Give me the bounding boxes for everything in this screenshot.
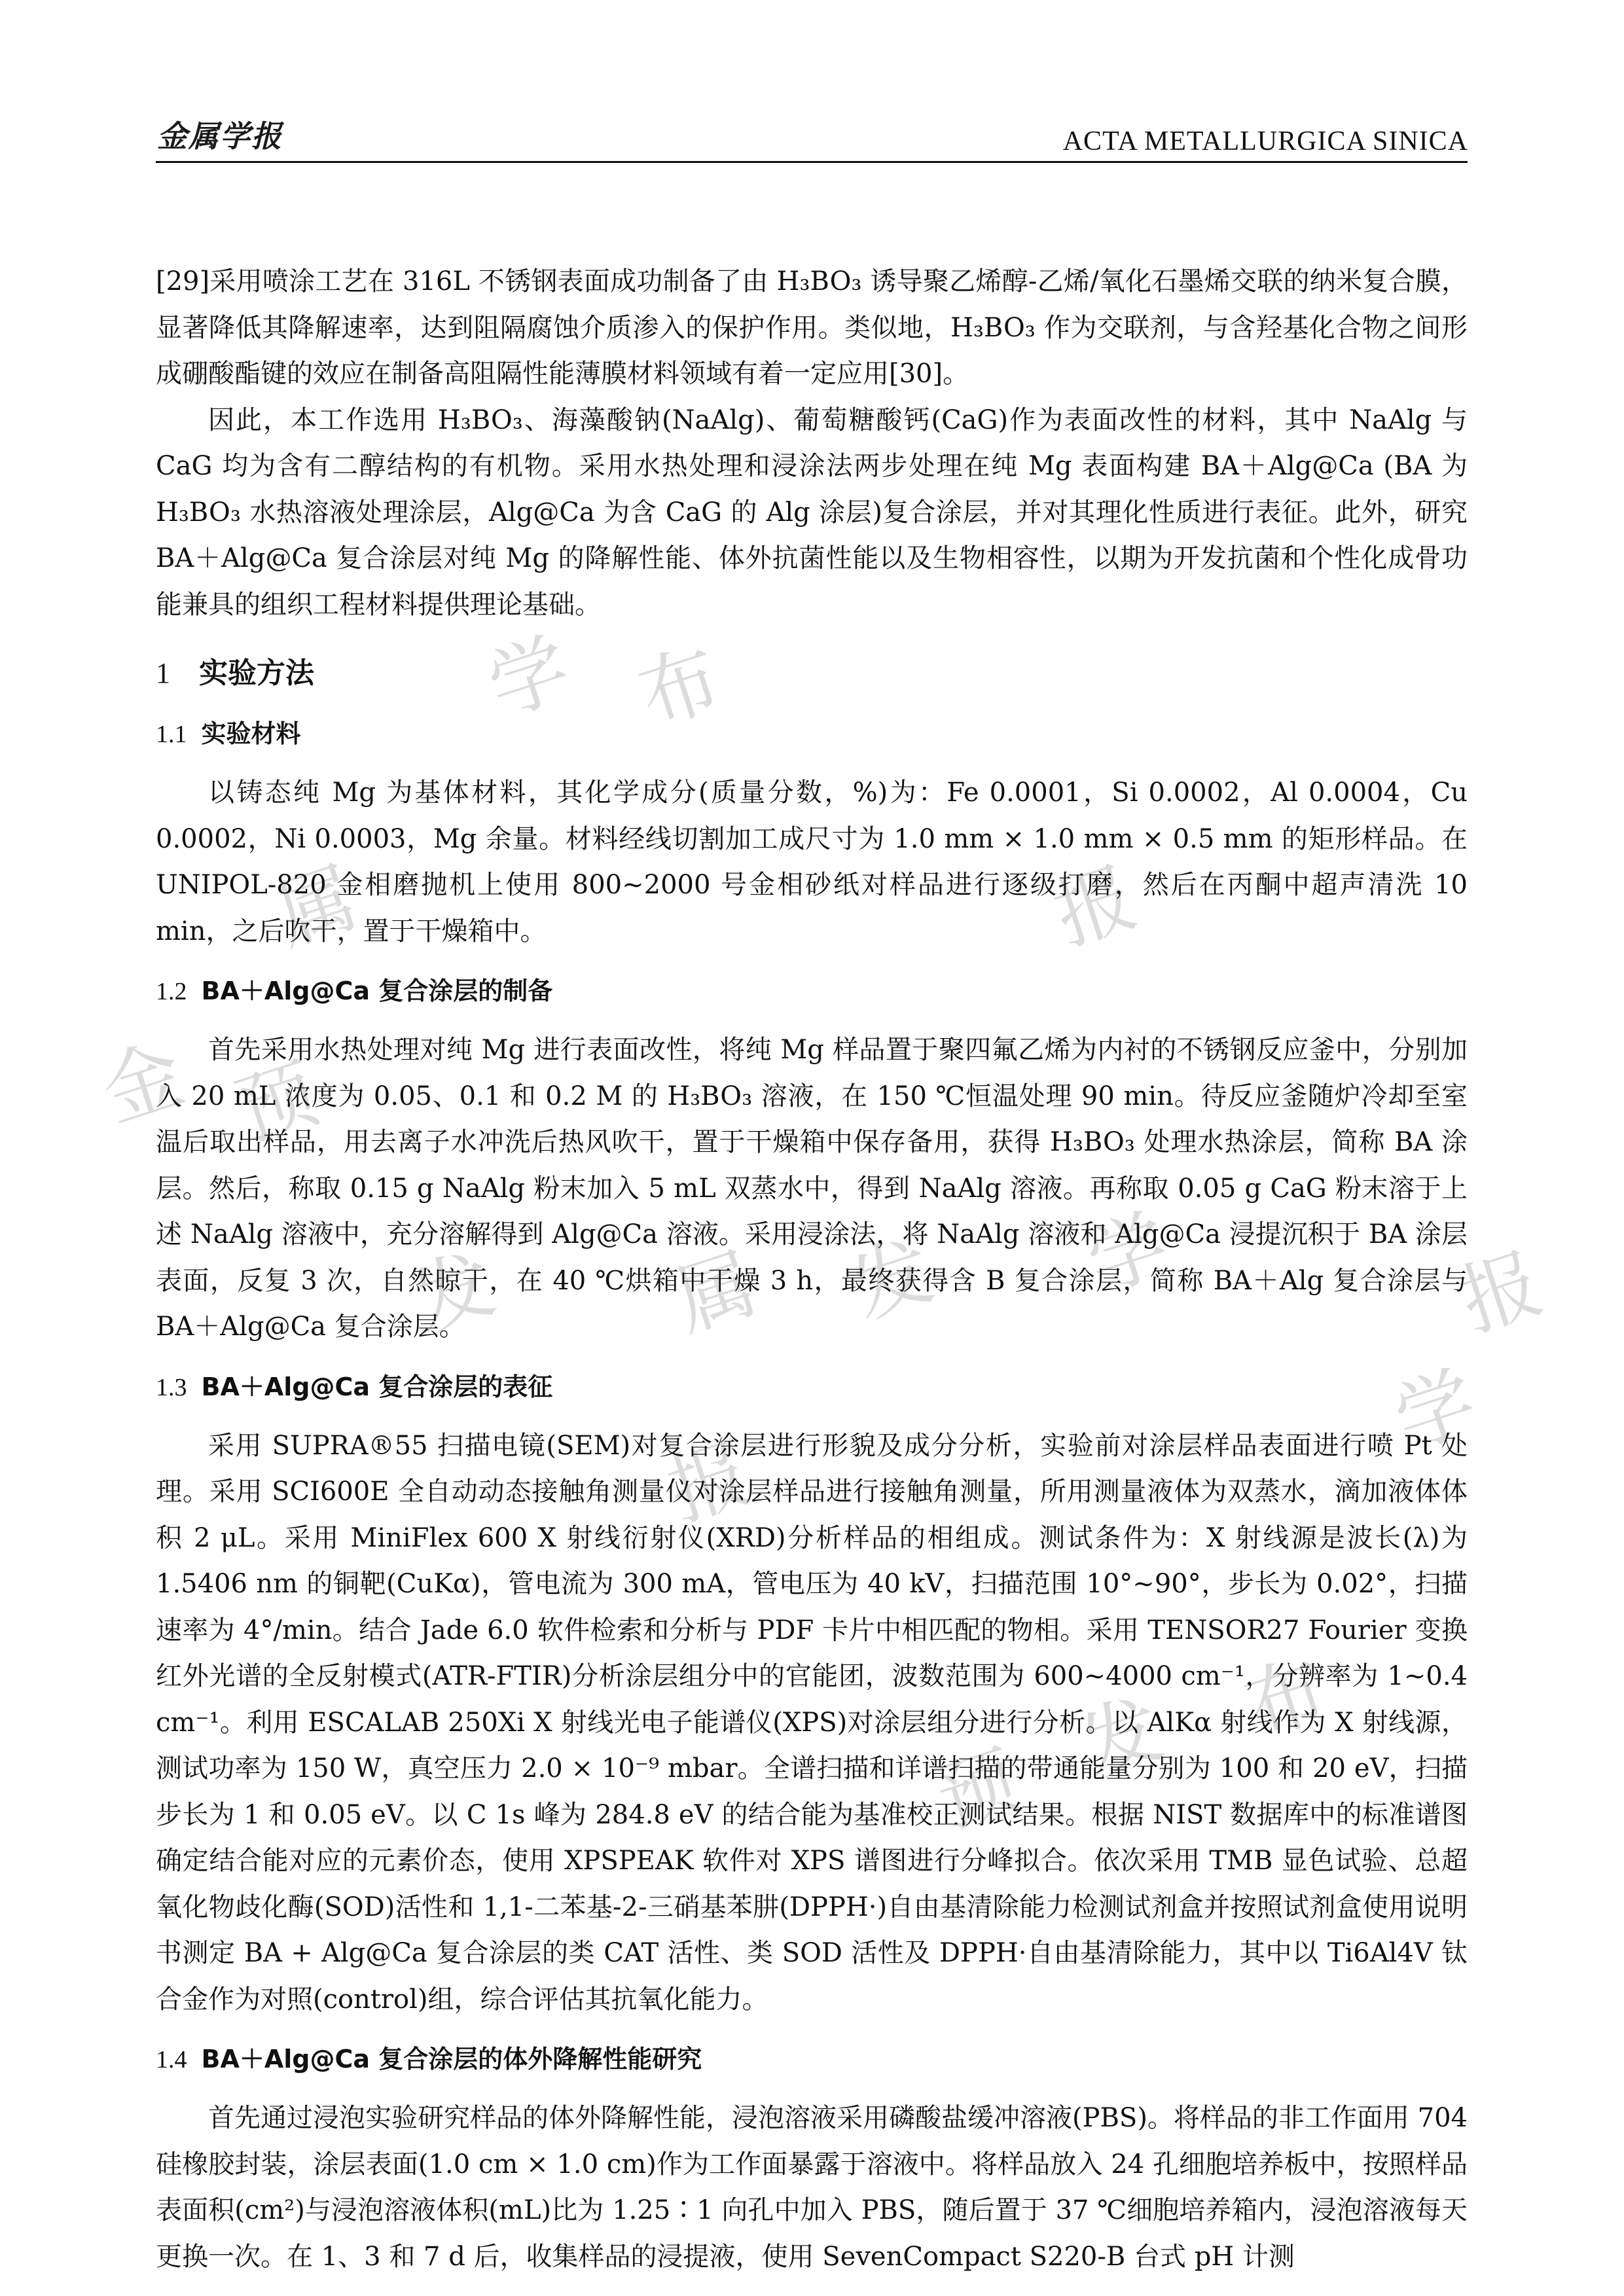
watermark-char: 报 [1449,1238,1553,1349]
paragraph-degradation: 首先通过浸泡实验研究样品的体外降解性能，浸泡溶液采用磷酸盐缓冲溶液(PBS)。将样品的非工作面用 704 硅橡胶封装，涂层表面(1.0 cm × 1.0 cm)作为工作面暴露于溶液中。将样品放入 24 孔细胞培养板中，按照样品表面积(cm²)与浸泡溶液体积(mL)比为 1.25∶1 向孔中加入 PBS，随后置于 37 ℃细胞培养箱内，浸泡溶液每天更换一次。在 1、3 和 7 d 后，收集样品的浸提液，使用 SevenCompact S220-B 台式 pH 计测 [156,2103,1468,2272]
section-number: 1 [156,657,170,689]
subsection-title: BA＋Alg@Ca 复合涂层的表征 [201,1372,553,1401]
paragraph-materials: 以铸态纯 Mg 为基体材料，其化学成分(质量分数，%)为：Fe 0.0001，Si 0.0002，Al 0.0004，Cu 0.0002，Ni 0.0003，Mg 余量。材料经线切割加工成尺寸为 1.0 mm × 1.0 mm × 0.5 mm 的矩形样品。在 UNIPOL-820 金相磨抛机上使用 800~2000 号金相砂纸对样品进行逐级打磨，然后在丙酮中超声清洗 10 min，之后吹干，置于干燥箱中。 [156,778,1468,946]
watermark-char: 布 [1233,1643,1337,1755]
paragraph-intro-continued: [29]采用喷涂工艺在 316L 不锈钢表面成功制备了由 H₃BO₃ 诱导聚乙烯醇-乙烯/氧化石墨烯交联的纳米复合膜，显著降低其降解速率，达到阻隔腐蚀介质渗入的保护作用。类似地，H₃BO₃ 作为交联剂，与含羟基化合物之间形成硼酸酯键的效应在制备高阻隔性能薄膜材料领域有着一定应用[30]。 [156,266,1468,389]
watermark-char: 报 [657,1427,761,1539]
watermark-char: 发 [1070,1683,1173,1794]
watermark-char: 发 [840,1225,944,1336]
subsection-number: 1.3 [156,1373,187,1401]
watermark-char: 属 [664,1238,767,1349]
subsection-title: 实验材料 [201,719,301,748]
header-rule [156,161,1468,163]
watermark-char: 学 [477,622,581,734]
subsection-heading-degradation [156,2039,1468,2079]
subsection-heading-materials [156,714,1468,754]
subsection-heading-preparation [156,971,1468,1011]
journal-name: ACTA METALLURGICA SINICA [1062,126,1468,156]
subsection-number: 1.4 [156,2046,187,2073]
watermark-char: 报 [1043,852,1147,963]
paragraph-intro-aim: 因此，本工作选用 H₃BO₃、海藻酸钠(NaAlg)、葡萄糖酸钙(CaG)作为表面改性的材料，其中 NaAlg 与 CaG 均为含有二醇结构的有机物。采用水热处理和浸涂法两步处理在纯 Mg 表面构建 BA＋Alg@Ca (BA 为 H₃BO₃ 水热溶液处理涂层，Alg@Ca 为含 CaG 的 Alg 涂层)复合涂层，并对其理化性质进行表征。此外，研究 BA＋Alg@Ca 复合涂层对纯 Mg 的降解性能、体外抗菌性能以及生物相容性，以期为开发抗菌和个性化成骨功能兼具的组织工程材料提供理论基础。 [156,404,1468,620]
paragraph-preparation: 首先采用水热处理对纯 Mg 进行表面改性，将纯 Mg 样品置于聚四氟乙烯为内衬的不锈钢反应釜中，分别加入 20 mL 浓度为 0.05、0.1 和 0.2 M 的 H₃BO₃ 溶液，在 150 ℃恒温处理 90 min。待反应釜随炉冷却至室温后取出样品，用去离子水冲洗后热风吹干，置于干燥箱中保存备用，获得 H₃BO₃ 处理水热涂层，简称 BA 涂层。然后，称取 0.15 g NaAlg 粉末加入 5 mL 双蒸水中，得到 NaAlg 溶液。再称取 0.05 g CaG 粉末溶于上述 NaAlg 溶液中，充分溶解得到 Alg@Ca 溶液。采用浸涂法，将 NaAlg 溶液和 Alg@Ca 浸提沉积于 BA 涂层表面，反复 3 次，自然晾干，在 40 ℃烘箱中干燥 3 h，最终获得含 B 复合涂层，简称 BA＋Alg 复合涂层与 BA＋Alg@Ca 复合涂层。 [156,1035,1468,1342]
section-heading-methods [156,650,1468,697]
subsection-number: 1.2 [156,978,187,1005]
watermark-char: 学 [1384,1355,1487,1467]
watermark-char: 金 [91,1028,194,1139]
subsection-title: BA＋Alg@Ca 复合涂层的制备 [201,977,553,1005]
watermark-char: 布 [628,632,731,744]
article-body [156,259,1468,2280]
paragraph-characterization: 采用 SUPRA®55 扫描电镜(SEM)对复合涂层进行形貌及成分分析，实验前对涂层样品表面进行喷 Pt 处理。采用 SCI600E 全自动动态接触角测量仪对涂层样品进行接触角测量，所用测量液体为双蒸水，滴加液体体积 2 μL。采用 MiniFlex 600 X 射线衍射仪(XRD)分析样品的相组成。测试条件为：X 射线源是波长(λ)为 1.5406 nm 的铜靶(CuKα)，管电流为 300 mA，管电压为 40 kV，扫描范围 10°~90°，步长为 0.02°，扫描速率为 4°/min。结合 Jade 6.0 软件检索和分析与 PDF 卡片中相匹配的物相。采用 TENSOR27 Fourier 变换红外光谱的全反射模式(ATR-FTIR)分析涂层组分中的官能团，波数范围为 600~4000 cm⁻¹，分辨率为 1~0.4 cm⁻¹。利用 ESCALAB 250Xi X 射线光电子能谱仪(XPS)对涂层组分进行分析。以 AlKα 射线作为 X 射线源，测试功率为 150 W，真空压力 2.0 × 10⁻⁹ mbar。全谱扫描和详谱扫描的带通能量分别为 100 和 20 eV，扫描步长为 1 和 0.05 eV。以 C 1s 峰为 284.8 eV 的结合能为基准校正测试结果。根据 NIST 数据库中的标准谱图确定结合能对应的元素价态，使用 XPSPEAK 软件对 XPS 谱图进行分峰拟合。依次采用 TMB 显色试验、总超氧化物歧化酶(SOD)活性和 1,1-二苯基-2-三硝基苯肼(DPPH·)自由基清除能力检测试剂盒并按照试剂盒使用说明书测定 BA + Alg@Ca 复合涂层的类 CAT 活性、类 SOD 活性及 DPPH·自由基清除能力，其中以 Ti6Al4V 钛合金作为对照(control)组，综合评估其抗氧化能力。 [156,1430,1468,2015]
subsection-title: BA＋Alg@Ca 复合涂层的体外降解性能研究 [201,2045,702,2073]
section-title: 实验方法 [199,656,314,690]
watermark-char: 预 [225,1048,329,1159]
subsection-heading-characterization [156,1367,1468,1407]
journal-logo: 金属学报 [157,118,283,154]
subsection-number: 1.1 [156,721,187,748]
watermark-char: 发 [402,1238,505,1349]
watermark-char: 属 [264,852,368,963]
watermark-char: 学 [1076,1198,1180,1310]
watermark-char: 预 [926,1735,1029,1846]
